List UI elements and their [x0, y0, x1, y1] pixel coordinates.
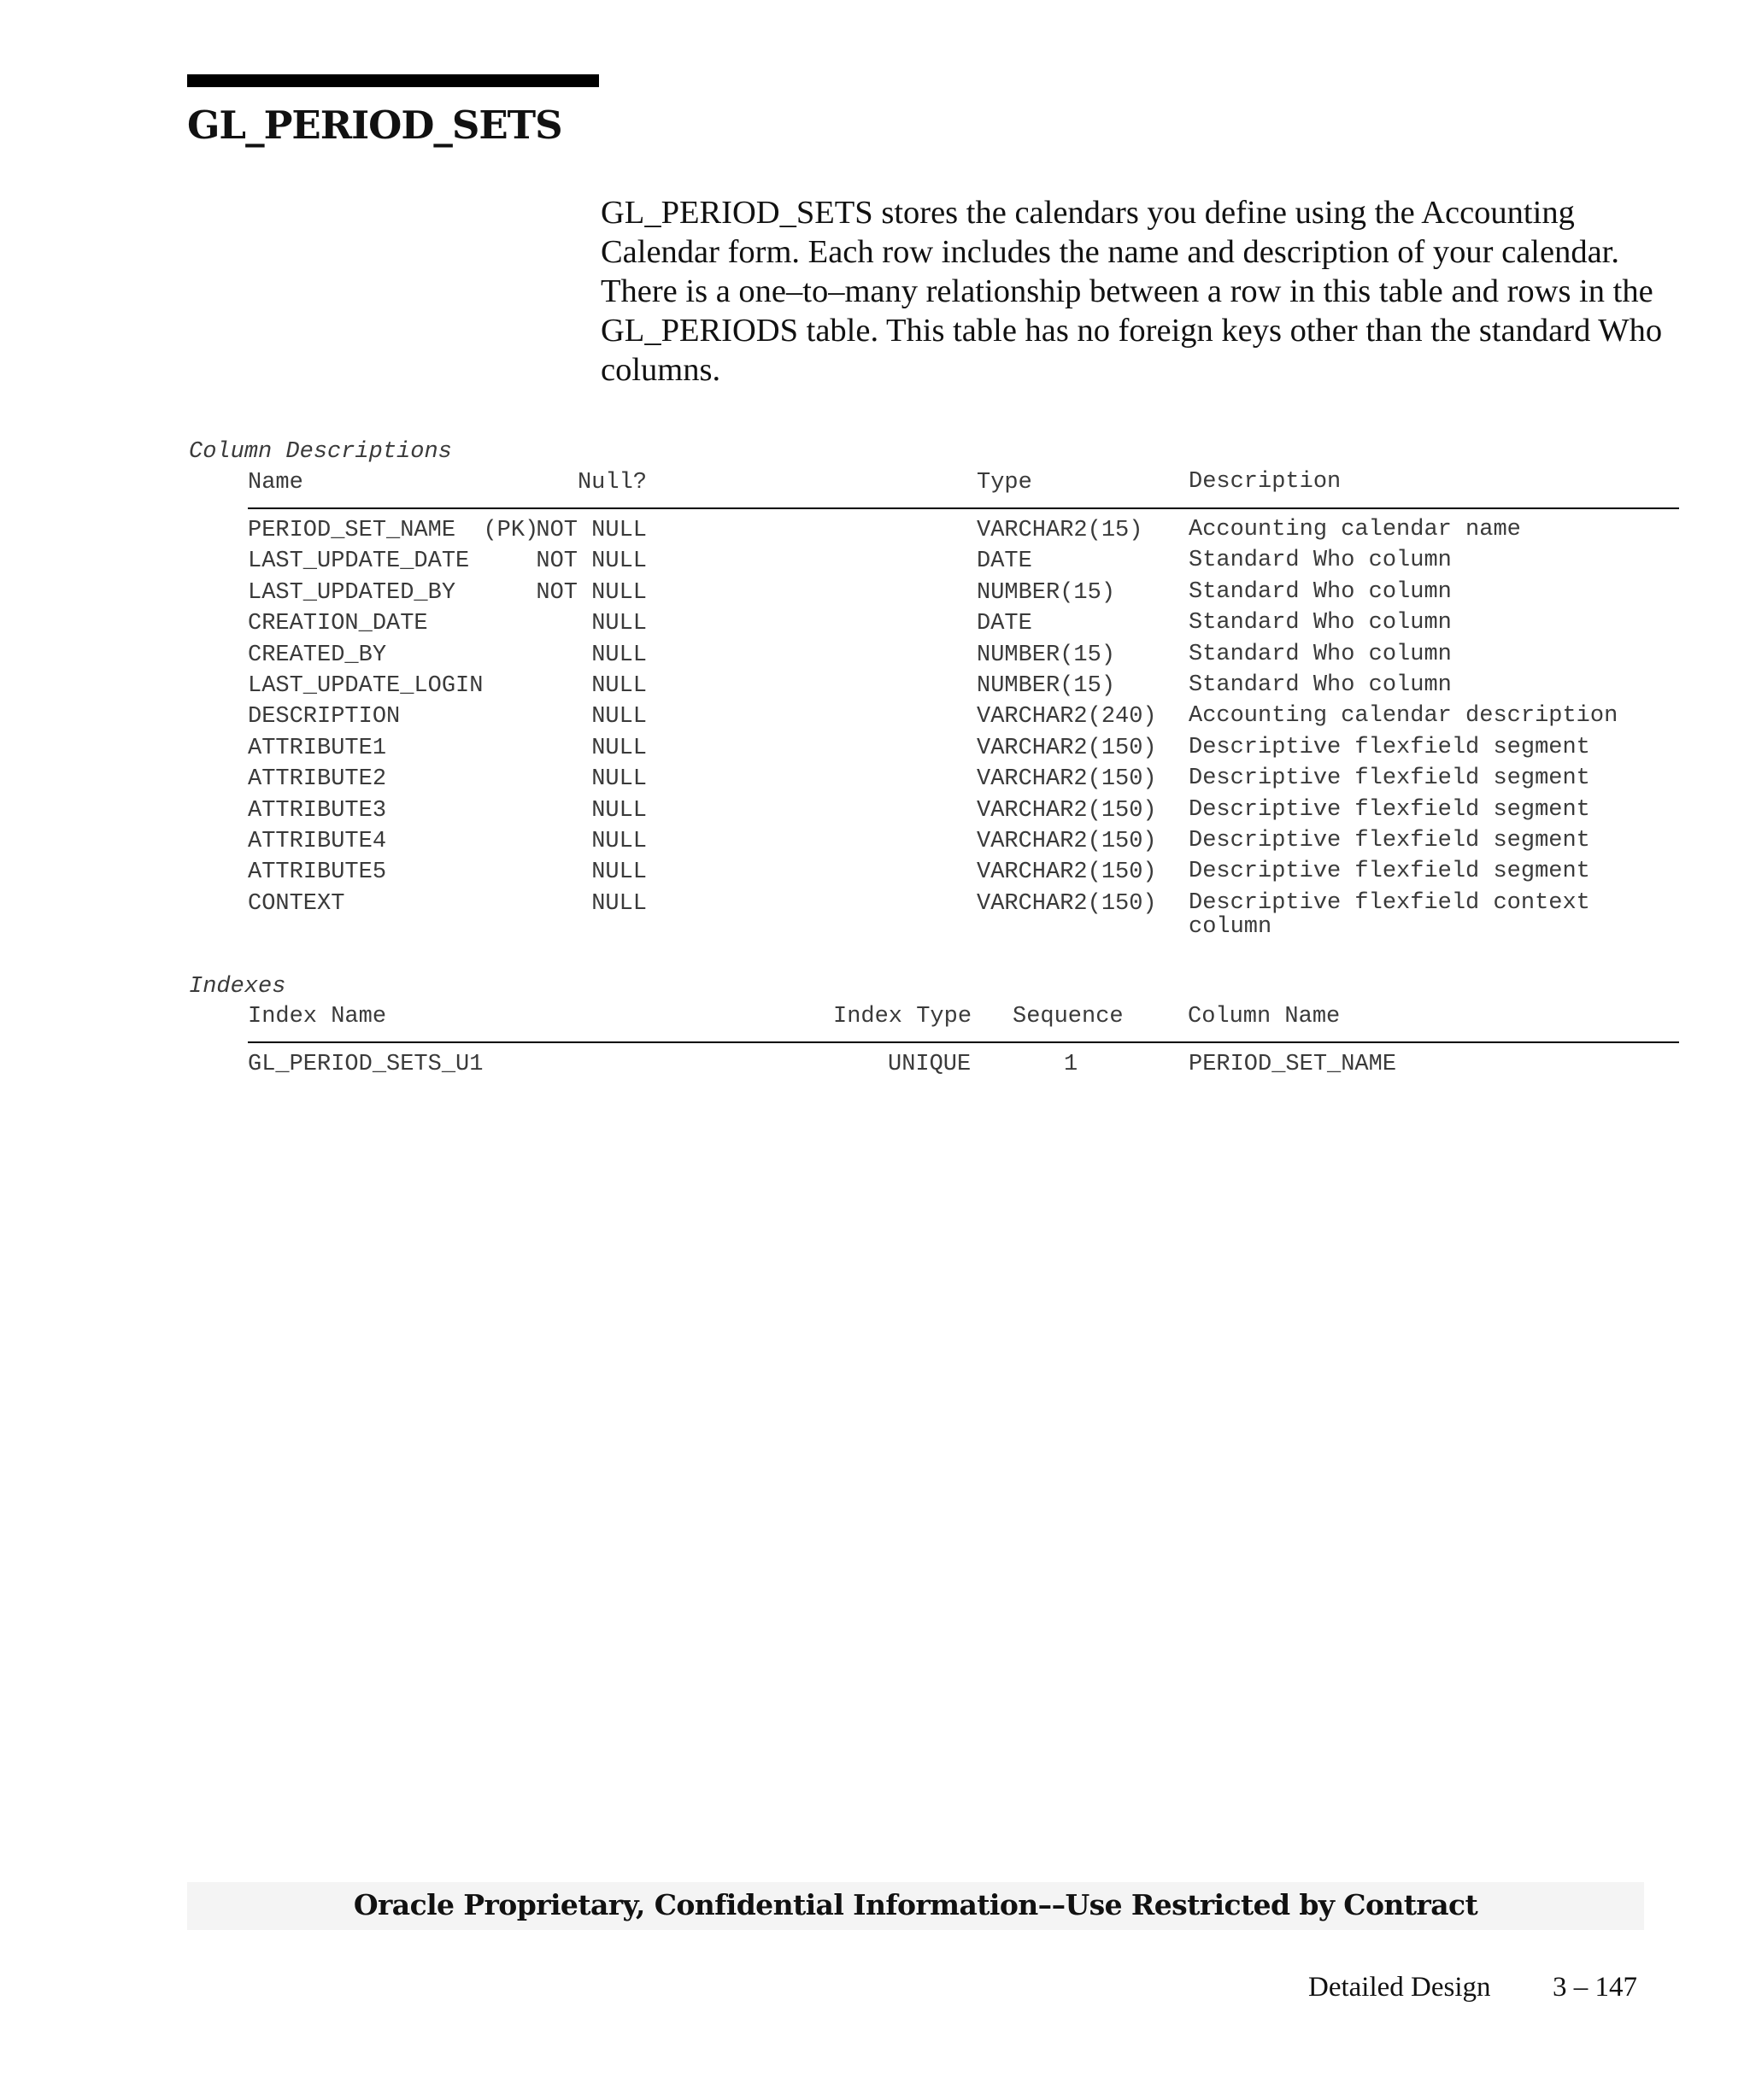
header-index-type: Index Type [833, 1004, 972, 1029]
column-name: CONTEXT [248, 890, 345, 917]
column-description: Accounting calendar name [1189, 517, 1521, 543]
column-description: Accounting calendar description [1189, 703, 1618, 730]
header-null: Null? [577, 470, 647, 496]
header-index-name: Index Name [248, 1004, 387, 1029]
table-description: GL_PERIOD_SETS stores the calendars you define using the Accounting Calendar form. Each row includes the name and description of your calendar. There is a one–to–many relationship between a row in this table and rows in the GL_PERIODS table. This table has no foreign keys other than the standard Who columns. [601, 195, 1663, 388]
table-row [248, 829, 1679, 859]
column-description: Standard Who column [1189, 641, 1452, 667]
column-description: Standard Who column [1189, 672, 1452, 698]
column-null: NULL [591, 766, 647, 793]
indexes-table [248, 1004, 1679, 1082]
column-null: NOT NULL [536, 548, 647, 575]
index-table-header [248, 1004, 1679, 1043]
header-name: Name [248, 470, 303, 496]
column-description: Descriptive flexfield segment [1189, 796, 1590, 823]
column-description: Descriptive flexfield segment [1189, 827, 1590, 853]
column-descriptions-table [248, 470, 1679, 946]
column-null: NULL [591, 672, 647, 699]
index-type: UNIQUE [888, 1052, 972, 1077]
column-type: VARCHAR2(150) [977, 890, 1157, 917]
footer-section-name: Detailed Design [1308, 1972, 1491, 2003]
index-table-body [248, 1043, 1679, 1082]
column-name: ATTRIBUTE5 [248, 859, 387, 886]
column-null: NOT NULL [536, 579, 647, 606]
column-type: DATE [977, 611, 1032, 637]
column-name: LAST_UPDATE_LOGIN [248, 672, 484, 699]
column-type: NUMBER(15) [977, 579, 1116, 606]
column-type: VARCHAR2(150) [977, 766, 1157, 793]
column-name: DESCRIPTION [248, 704, 401, 730]
header-description: Description [1189, 469, 1342, 495]
column-type: VARCHAR2(150) [977, 828, 1157, 854]
column-null: NOT NULL [536, 518, 647, 543]
column-null: NULL [591, 735, 647, 761]
column-description: Standard Who column [1189, 548, 1452, 574]
column-type: DATE [977, 548, 1032, 575]
table-row [248, 704, 1679, 735]
table-row [248, 891, 1679, 946]
column-type: VARCHAR2(150) [977, 797, 1157, 824]
table-row [248, 673, 1679, 704]
column-name: LAST_UPDATED_BY [248, 579, 456, 606]
column-description: Descriptive flexfield segment [1189, 734, 1590, 760]
column-description: Descriptive flexfield segment [1189, 859, 1590, 885]
column-null: NULL [591, 828, 647, 854]
column-description: Standard Who column [1189, 610, 1452, 636]
column-null: NULL [591, 642, 647, 668]
confidentiality-banner [187, 1882, 1644, 1930]
column-name: ATTRIBUTE4 [248, 828, 387, 854]
column-name: LAST_UPDATE_DATE [248, 548, 470, 575]
column-name: PERIOD_SET_NAME (PK) [248, 518, 539, 543]
table-row [248, 736, 1679, 766]
column-name: ATTRIBUTE2 [248, 766, 387, 793]
column-description: Standard Who column [1189, 578, 1452, 605]
table-row [248, 859, 1679, 890]
table-row [248, 548, 1679, 579]
column-type: VARCHAR2(240) [977, 704, 1157, 730]
column-description: Descriptive flexfield context column [1189, 889, 1590, 940]
column-null: NULL [591, 704, 647, 730]
title-rule [187, 74, 599, 87]
table-row [248, 611, 1679, 642]
column-table-header [248, 470, 1679, 509]
table-row [248, 1052, 1679, 1082]
column-type: NUMBER(15) [977, 672, 1116, 699]
table-row [248, 642, 1679, 673]
header-type: Type [977, 470, 1032, 496]
column-null: NULL [591, 890, 647, 917]
table-row [248, 518, 1679, 548]
index-name: GL_PERIOD_SETS_U1 [248, 1052, 484, 1077]
indexes-label: Indexes [189, 974, 286, 1000]
header-column-name: Column Name [1188, 1004, 1341, 1029]
column-null: NULL [591, 797, 647, 824]
column-descriptions-label: Column Descriptions [189, 439, 452, 465]
page-title: GL_PERIOD_SETS [187, 103, 562, 148]
column-name: ATTRIBUTE3 [248, 797, 387, 824]
column-type: NUMBER(15) [977, 642, 1116, 668]
table-row [248, 798, 1679, 829]
column-name: CREATED_BY [248, 642, 387, 668]
index-sequence: 1 [1064, 1052, 1078, 1077]
column-type: VARCHAR2(150) [977, 735, 1157, 761]
column-null: NULL [591, 859, 647, 886]
column-name: CREATION_DATE [248, 611, 428, 637]
column-type: VARCHAR2(150) [977, 859, 1157, 886]
header-sequence: Sequence [1013, 1004, 1124, 1029]
index-column-name: PERIOD_SET_NAME [1189, 1052, 1397, 1077]
column-table-body [248, 509, 1679, 946]
column-null: NULL [591, 611, 647, 637]
footer-page-number: 3 – 147 [1553, 1972, 1637, 2003]
column-description: Descriptive flexfield segment [1189, 766, 1590, 792]
table-row [248, 766, 1679, 797]
confidentiality-notice: Oracle Proprietary, Confidential Information––Use Restricted by Contract [353, 1888, 1478, 1921]
column-type: VARCHAR2(15) [977, 518, 1143, 543]
column-name: ATTRIBUTE1 [248, 735, 387, 761]
table-row [248, 580, 1679, 611]
